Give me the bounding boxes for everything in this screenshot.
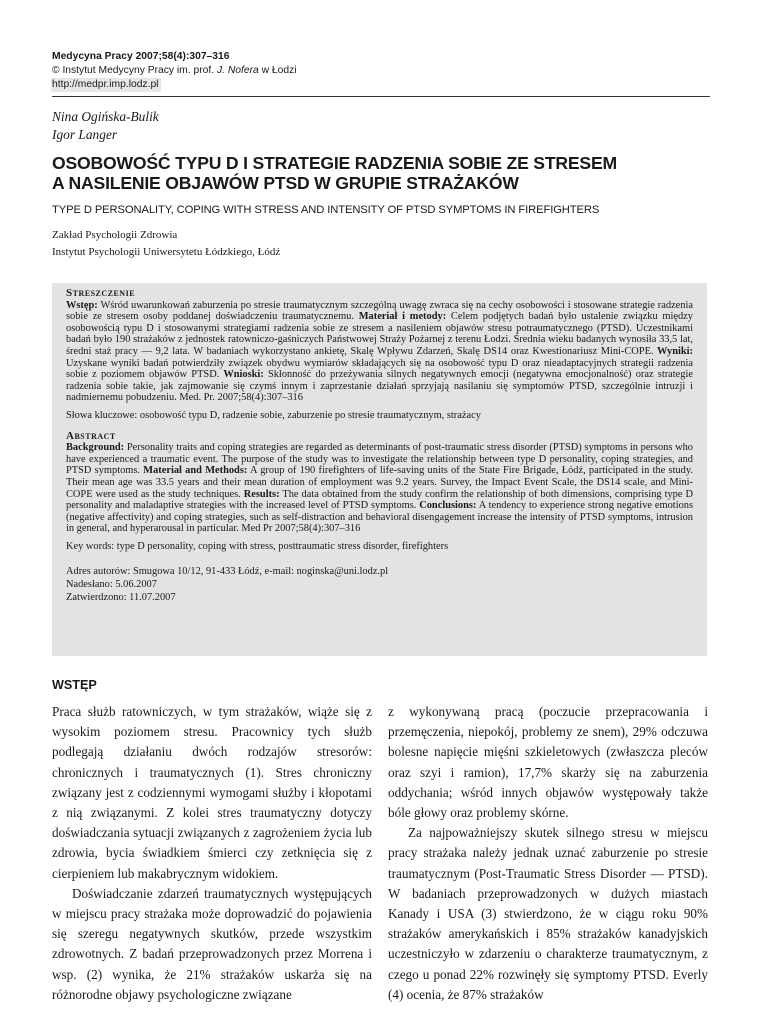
- english-title: TYPE D PERSONALITY, COPING WITH STRESS AND INTENSITY OF PTSD SYMPTOMS IN FIREFIGHTERS: [52, 204, 600, 216]
- polish-keywords: Słowa kluczowe: osobowość typu D, radzenie sobie, zaburzenie po stresie traumatycznym, strażacy: [66, 409, 481, 421]
- body-paragraph: Doświadczanie zdarzeń traumatycznych występujących w miejscu pracy strażaka może doprowadzić do pojawienia się szeregu negatywnych skutków, przede wszystkim zdrowotnych. Z badań przeprowadzonych przez Morrena i wsp. (2) wynika, że 21% strażaków uskarża się na różnorodne objawy psychologiczne związane: [52, 885, 372, 1002]
- header-divider: [52, 96, 710, 97]
- paper-title: OSOBOWOŚĆ TYPU D I STRATEGIE RADZENIA SOBIE ZE STRESEM A NASILENIE OBJAWÓW PTSD W GRUPIE STRAŻAKÓW: [52, 153, 617, 193]
- body-paragraph: z wykonywaną pracą (poczucie przepracowania i przemęczenia, niepokój, problemy ze snem), 29% odczuwa bolesne napięcie mięśni szkieletowych (zwłaszcza pleców oraz szyi i ramion), 17,7% skarży się na zaburzenia oddychania; wśród innych objawów występowały także bóle głowy oraz problemy skórne.: [388, 704, 708, 821]
- body-column-right: [388, 702, 708, 1005]
- english-keywords: Key words: type D personality, coping with stress, posttraumatic stress disorder, firefighters: [66, 540, 449, 552]
- abstract-text: Background: Personality traits and coping strategies are regarded as determinants of post-traumatic stress disorder (PTSD) symptoms in persons who have experienced a traumatic event. The purpose of the study was to investigate the relationship between type D personality, coping strategies, and PTSD symptoms. Material and Methods: A group of 190 firefighters of life-saving units of the State Fire Brigade, Łódź, participated in the study. Their mean age was 33.5 years and their mean duration of employment was 9.2 years. Survey, the Impact Event Scale, the DS14 scale, and Mini-COPE were used as the study techniques. Results: The data obtained from the study confirm the relationship of both dimensions, comprising type D personality and maladaptive strategies with the increased level of PTSD symptoms. Conclusions: A tendency to experience strong negative emotions (negative affectivity) and coping strategies, such as self-distraction and behavioral disengagement increase the intensity of PTSD symptoms, intrusion in general, and hyperarousal in particular. Med Pr 2007;58(4):307–316: [66, 442, 694, 535]
- streszczenie-text: Wstęp: Wśród uwarunkowań zaburzenia po stresie traumatycznym szczególną uwagę zwraca się na cechy osobowości i stosowane strategie radzenia sobie ze stresem osoby poddanej doświadczeniu traumatycznemu. Materiał i metody: Celem podjętych badań było ustalenie związku między osobowością typu D i stosowanymi strategiami radzenia sobie ze stresem a nasileniem objawów stresu potraumatycznego (PTSD). Uczestnikami badań było 190 strażaków z jednostek ratowniczo-gaśniczych Państwowej Straży Pożarnej z terenu Łodzi. Średnia wieku badanych wynosiła 33,5 lat, średni staż pracy — 9,2 lata. W badaniach wykorzystano ankietę, Skalę Wpływu Zdarzeń, Skalę DS14 oraz Kwestionariusz Mini-COPE. Wyniki: Uzyskane wyniki badań potwierdziły związek obydwu wymiarów składających się na osobowość typu D oraz nieadaptacyjnych strategii radzenia sobie z poziomem objawów PTSD. Wnioski: Skłonność do przeżywania silnych negatywnych emocji (negatywna emocjonalność) oraz strategie radzenia sobie takie, jak zajmowanie się czymś innym i zaprzestanie działań sprzyjają nasilaniu się symptomów PTSD, szczególnie intruzji i nadmiernemu pobudzeniu. Med. Pr. 2007;58(4):307–316: [66, 299, 694, 404]
- author-list: [52, 108, 159, 144]
- author-name: Igor Langer: [52, 127, 118, 142]
- body-column-left: [52, 702, 372, 1005]
- abstract-heading: Abstract: [66, 429, 116, 442]
- date-received: Nadesłano: 5.06.2007: [66, 579, 157, 591]
- author-address: Adres autorów: Smugowa 10/12, 91-433 Łódź, e-mail: noginska@uni.lodz.pl: [66, 566, 389, 578]
- section-heading: WSTĘP: [52, 678, 97, 692]
- correspondence: [66, 566, 693, 604]
- body-paragraph: Praca służb ratowniczych, w tym strażaków, wiąże się z wysokim poziomem stresu. Pracownicy tych służb podlegają działaniu dwóch rodzajów stresorów: chronicznych i traumatycznych (1). Stres chroniczny związany jest z codziennymi wymogami służby i kłopotami z nią związanymi. Z kolei stres traumatyczny dotyczy doświadczania sytuacji związanych z zagrożeniem życia lub zdrowia, bycia świadkiem śmierci czy zetknięcia się z cierpieniem lub makabrycznym widokiem.: [52, 704, 372, 881]
- journal-copyright: © Instytut Medycyny Pracy im. prof. J. Nofera w Łodzi: [52, 65, 297, 76]
- streszczenie-heading: Streszczenie: [66, 287, 136, 299]
- abstract-box: [52, 283, 707, 656]
- affiliation: Zakład Psychologii Zdrowia Instytut Psychologii Uniwersytetu Łódzkiego, Łódź: [52, 229, 281, 258]
- journal-header: [52, 50, 712, 92]
- date-approved: Zatwierdzono: 11.07.2007: [66, 592, 176, 604]
- journal-url-link[interactable]: http://medpr.imp.lodz.pl: [51, 78, 161, 92]
- body-paragraph: Za najpoważniejszy skutek silnego stresu w miejscu pracy strażaka należy jednak uznać zaburzenie po stresie traumatycznym (Post-Traumatic Stress Disorder — PTSD). W badaniach przeprowadzonych w dużych miastach Kanady i USA (3) stwierdzono, że w ciągu roku 90% strażaków amerykańskich i 85% strażaków kanadyjskich uczestniczyło w zdarzeniu o charakterze traumatycznym, z czego u ponad 22% rozwinęły się symptomy PTSD. Everly (4) ocenia, że 87% strażaków: [388, 825, 708, 1002]
- author-name: Nina Ogińska-Bulik: [52, 109, 159, 124]
- journal-citation: Medycyna Pracy 2007;58(4):307–316: [52, 51, 230, 62]
